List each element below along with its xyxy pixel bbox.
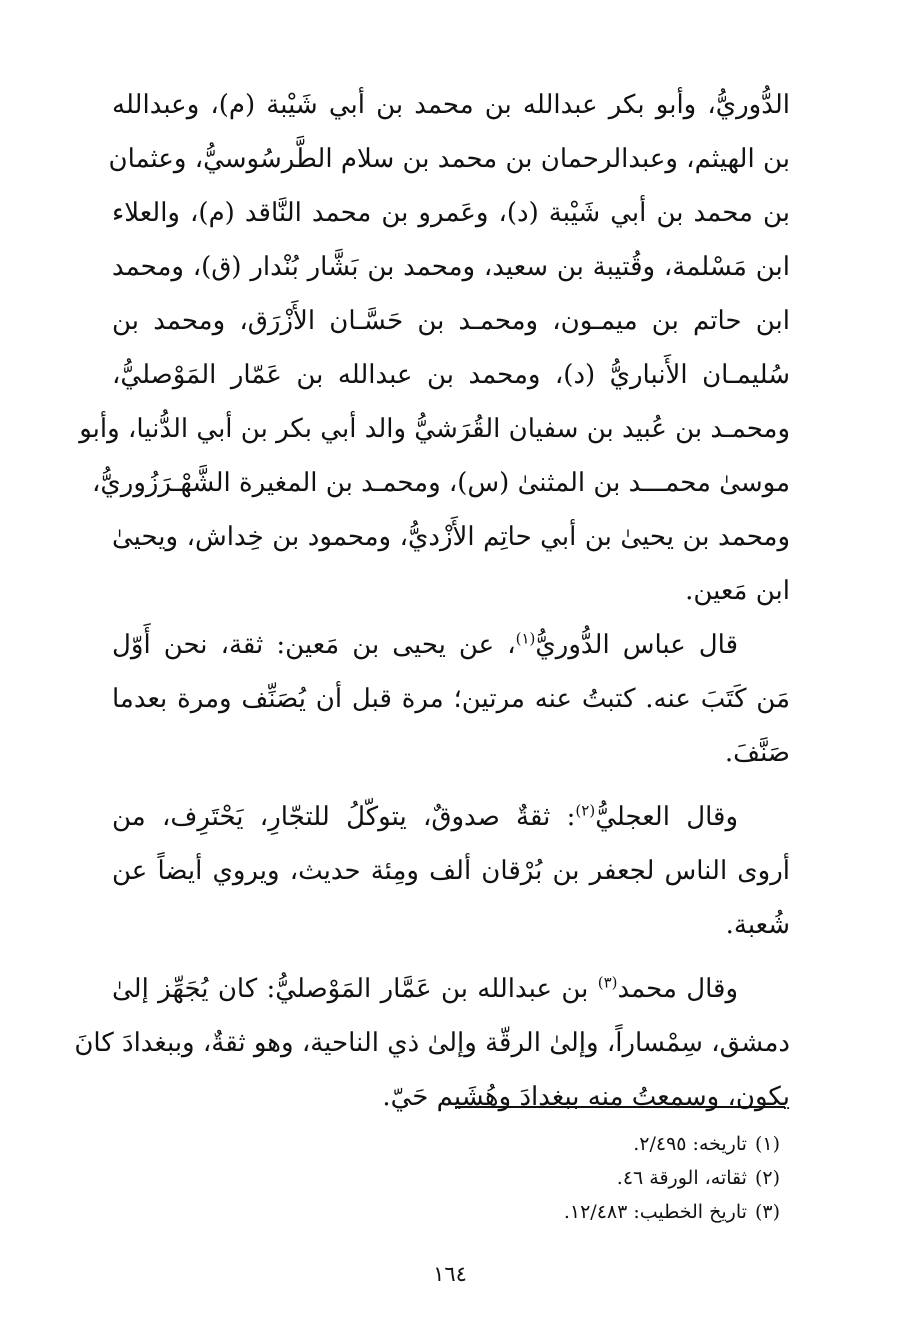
text-line: بن محمد بن أبي شَيْبة (د)، وعَمرو بن محمد النَّاقد (م)، والعلاء	[112, 198, 790, 228]
text-line	[112, 962, 790, 1016]
text-span: وقال العجليُّ	[595, 802, 738, 832]
paragraph-mawsili	[74, 962, 790, 1124]
text-line: يكون، وسمعتُ منه ببغدادَ وهُشَيم حَيّ.	[382, 1082, 790, 1112]
paragraph-gap	[112, 952, 790, 962]
text-line: صَنَّفَ.	[724, 738, 790, 768]
text-line: ومحمـد بن عُبيد بن سفيان القُرَشيُّ والد أبي بكر بن أبي الدُّنيا، وأبو	[79, 414, 790, 444]
text-span: وقال محمد	[617, 974, 738, 1004]
text-span: قال عباس الدُّوريُّ	[535, 630, 739, 660]
text-line: بن الهيثم، وعبدالرحمان بن محمد بن سلام الطَّرسُوسيُّ، وعثمان	[108, 144, 790, 174]
footnote-ref-3: (٣)	[597, 973, 618, 992]
footnote-ref-1: (١)	[515, 629, 536, 648]
text-span: ، عن يحيى بن مَعين: ثقة، نحن أَوّل	[112, 630, 516, 660]
text-line: مَن كَتَبَ عنه. كتبتُ عنه مرتين؛ مرة قبل أن يُصَنِّف ومرة بعدما	[112, 684, 790, 714]
text-line: ابن مَعين.	[685, 576, 790, 606]
footnote-1	[380, 1127, 780, 1161]
text-span: : ثقةٌ صدوقٌ، يتوكّلُ للتجّارِ، يَحْتَرِف، من	[112, 802, 576, 832]
footnote-3	[380, 1195, 780, 1229]
paragraph-narrators	[79, 78, 790, 618]
footnote-number: (٢)	[754, 1167, 780, 1189]
footnote-number: (١)	[754, 1133, 780, 1155]
footnote-text: ثقاته، الورقة ٤٦.	[616, 1167, 747, 1189]
main-text	[74, 78, 790, 1124]
footnote-text: تاريخه: ٢/٤٩٥.	[633, 1133, 747, 1155]
page-number: ١٦٤	[433, 1262, 467, 1286]
footnote-2	[380, 1161, 780, 1195]
text-line	[112, 790, 790, 844]
text-line: دمشق، سِمْساراً، وإلىٰ الرقّة وإلىٰ ذي الناحية، وهو ثقةٌ، وببغدادَ كانَ	[74, 1028, 790, 1058]
text-line: موسىٰ محمـــد بن المثنىٰ (س)، ومحمـد بن المغيرة الشَّهْـرَزُوريُّ،	[92, 468, 790, 498]
text-line: شُعبة.	[725, 910, 790, 940]
text-line	[112, 618, 790, 672]
text-line: ابن حاتم بن ميمـون، ومحمـد بن حَسَّـان الأَزْرَق، ومحمد بن	[112, 306, 790, 336]
text-line: سُليمـان الأَنباريُّ (د)، ومحمد بن عبدالله بن عَمّار المَوْصليُّ،	[112, 360, 790, 390]
footnote-ref-2: (٢)	[575, 801, 596, 820]
footnote-number: (٣)	[754, 1201, 780, 1223]
paragraph-ijli	[112, 790, 790, 952]
paragraph-gap	[112, 780, 790, 790]
footnote-separator	[455, 1106, 785, 1108]
paragraph-abbas	[112, 618, 790, 780]
text-span: بن عبدالله بن عَمَّار المَوْصليُّ: كان يُجَهِّز إلىٰ	[112, 974, 598, 1004]
text-line: الدُّوريُّ، وأبو بكر عبدالله بن محمد بن أبي شَيْبة (م)، وعبدالله	[112, 90, 790, 120]
footnotes	[380, 1127, 780, 1229]
footnote-text: تاريخ الخطيب: ١٢/٤٨٣.	[563, 1201, 747, 1223]
text-line: ابن مَسْلمة، وقُتيبة بن سعيد، ومحمد بن بَشَّار بُنْدار (ق)، ومحمد	[112, 252, 790, 282]
text-line: ومحمد بن يحيىٰ بن أبي حاتِم الأَزْديُّ، ومحمود بن خِداش، ويحيىٰ	[112, 522, 790, 552]
text-line: أروى الناس لجعفر بن بُرْقان ألف ومِئة حديث، ويروي أيضاً عن	[112, 856, 790, 886]
